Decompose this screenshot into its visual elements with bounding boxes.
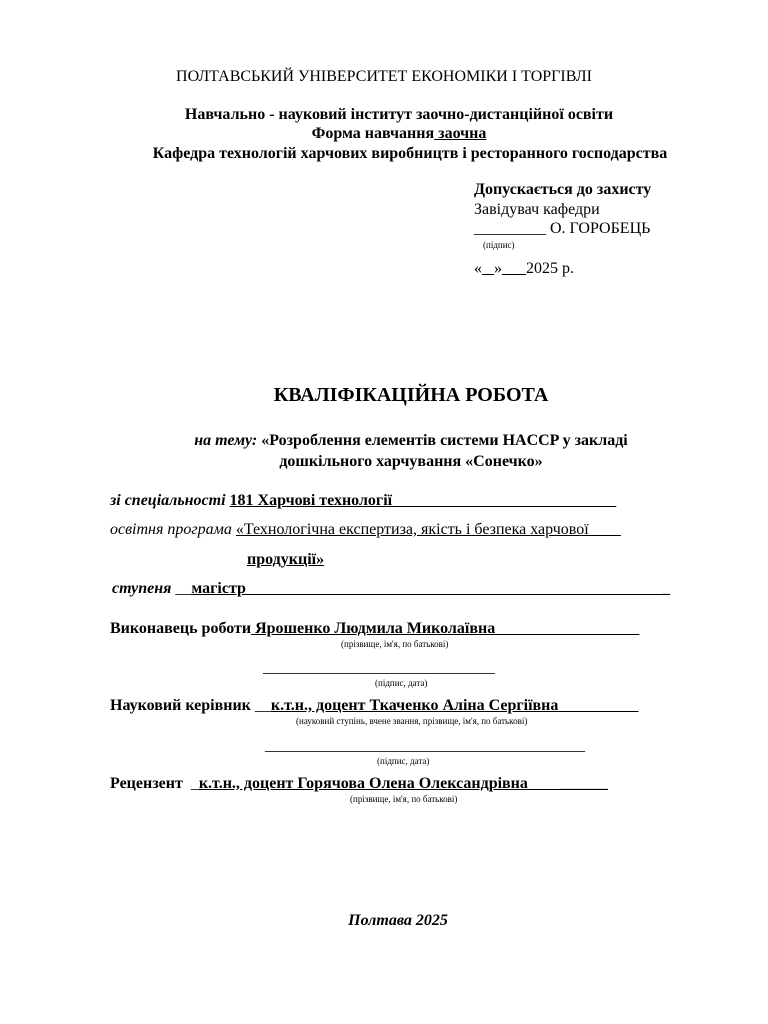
signature-caption: (підпис) xyxy=(483,240,515,250)
executor-name: Ярошенко Людмила Миколаївна xyxy=(251,620,496,637)
work-theme-line2: дошкільного харчування «Сонечко» xyxy=(279,453,543,470)
department-head-signature xyxy=(474,220,650,238)
department-head-name: О. ГОРОБЕЦЬ xyxy=(546,220,651,237)
program-value-1: «Технологічна експертиза, якість і безпека харчової xyxy=(235,521,589,538)
degree-end: _ xyxy=(661,580,670,597)
supervisor-signature-line: ________________________________________ xyxy=(265,737,585,754)
reviewer-label: Рецензент xyxy=(110,775,183,792)
supervisor-label: Науковий керівник xyxy=(110,697,251,714)
reviewer-spaces xyxy=(528,775,560,792)
degree-row xyxy=(112,580,670,598)
supervisor-name: к.т.н., доцент Ткаченко Аліна Сергіївна xyxy=(270,697,559,714)
date-open-quote: « xyxy=(474,260,482,277)
supervisor-signature-caption: (підпис, дата) xyxy=(377,756,430,766)
degree-tail: ____________________________________________________ xyxy=(245,580,662,597)
reviewer-row xyxy=(110,775,608,793)
specialty-value: 181 Харчові технології xyxy=(229,492,393,509)
degree-prefix: __ xyxy=(171,580,192,597)
city-year: Полтава 2025 xyxy=(348,912,448,929)
specialty-tail: ____________________________ xyxy=(392,492,617,509)
date-year: 2025 р. xyxy=(526,260,574,277)
specialty-row xyxy=(110,492,616,510)
program-value-2: продукції» xyxy=(247,551,325,568)
supervisor-row xyxy=(110,697,638,715)
executor-caption: (прізвище, ім'я, по батькові) xyxy=(341,639,449,649)
study-form xyxy=(0,125,768,143)
executor-tail: __________________ xyxy=(495,620,640,637)
supervisor-prefix: __ xyxy=(250,697,271,714)
executor-signature-caption: (підпис, дата) xyxy=(375,678,428,688)
program-label: освітня програма xyxy=(110,521,232,538)
university-name: ПОЛТАВСЬКИЙ УНІВЕРСИТЕТ ЕКОНОМІКИ І ТОРГІВЛІ xyxy=(176,68,592,85)
approval-title: Допускається до захисту xyxy=(474,181,652,198)
reviewer-name: к.т.н., доцент Горячова Олена Олександрівна xyxy=(198,775,528,792)
reviewer-prefix: _ xyxy=(182,775,199,792)
executor-row xyxy=(110,620,639,638)
study-form-label: Форма навчання xyxy=(311,125,435,142)
executor-label: Виконавець роботи xyxy=(110,620,252,637)
study-form-value: заочна xyxy=(434,125,487,142)
approval-date xyxy=(474,260,574,278)
date-close-quote: » xyxy=(494,260,502,277)
date-day: _ xyxy=(482,260,494,277)
reviewer-caption: (прізвище, ім'я, по батькові) xyxy=(350,794,458,804)
theme-text-1: «Розроблення елементів системи HACCP у закладі xyxy=(257,432,628,449)
reviewer-tail: ______ xyxy=(559,775,608,792)
date-month: ___ xyxy=(502,260,526,277)
program-row xyxy=(110,521,621,539)
work-theme-line1 xyxy=(0,432,768,450)
department-head-label: Завідувач кафедри xyxy=(474,201,600,218)
specialty-label: зі спеціальності xyxy=(110,492,226,509)
department-name: Кафедра технологій харчових виробництв і ресторанного господарства xyxy=(152,145,668,162)
supervisor-caption: (науковий ступінь, вчене звання, прізвище, ім'я, по батькові) xyxy=(296,716,528,726)
theme-label: на тему: xyxy=(194,432,258,449)
supervisor-tail: __________ xyxy=(558,697,639,714)
institute-name: Навчально - науковий інститут заочно-дистанційної освіти xyxy=(184,106,614,123)
work-title: КВАЛІФІКАЦІЙНА РОБОТА xyxy=(273,384,549,406)
degree-label: ступеня xyxy=(112,580,172,597)
degree-value: магістр xyxy=(191,580,246,597)
program-tail: ____ xyxy=(588,521,621,538)
signature-line: _________ xyxy=(474,220,546,237)
executor-signature-line: _____________________________ xyxy=(263,659,495,676)
